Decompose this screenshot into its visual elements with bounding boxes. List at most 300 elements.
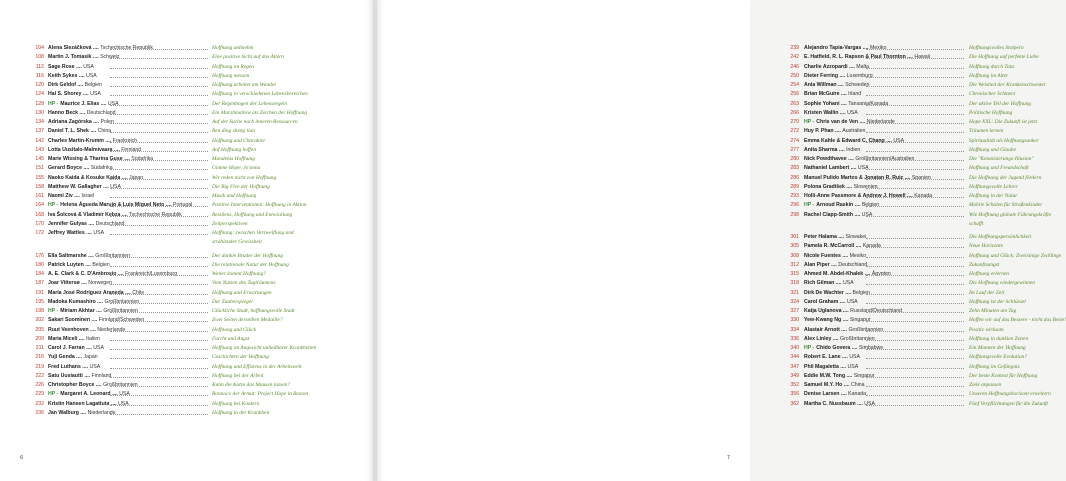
dot-leader [866,206,964,207]
contents-entry [377,372,1038,381]
entry-page-number: 246 [790,63,799,70]
entry-author: Marie Wissing & Tharina Guse [48,156,123,162]
entry-country: USA [849,354,860,361]
entry-author-block: Manuel Pulido Martos & Jonatan R. Ruiz .... Spanien [804,174,931,181]
entry-author-block: Jan Walburg .... Niederlande [48,409,116,416]
entry-title: Hoffnungsvolle Lehrer [969,183,1018,190]
dot-leader [110,49,208,50]
contents-entry [0,390,373,399]
entry-country: Großbritannien [95,252,130,259]
entry-country: Kanada [914,193,933,199]
contents-entry [0,201,373,210]
entry-author: Jennifer Gulyas [48,220,87,227]
contents-entry [0,307,373,316]
contents-entry [0,63,373,72]
entry-author: Martin J. Tomasik [48,54,92,61]
entry-page-number: 236 [35,409,44,416]
entry-author: Ahmed M. Abdel-Khalek [804,271,864,277]
entry-author: Satu Uusiautti [48,372,83,379]
entry-page-number: 219 [35,363,44,370]
entry-page-number: 349 [790,372,799,379]
entry-country: Finnland/Schweden [98,317,145,324]
entry-title: Die Big Five der Hoffnung [212,183,270,190]
entry-title: Die Hoffnung der Jugend fördern [969,174,1042,181]
entry-author: Naomi Ziv [48,193,73,199]
contents-entry [0,164,373,173]
dot-leader [866,114,964,115]
entry-author-block: Sakari Suominen .... Finnland/Schweden [48,317,145,324]
entry-title: Auf Hoffnung hoffen [212,146,257,153]
dot-leader [866,294,964,295]
entry-author: Carol J. Farran [48,345,85,351]
entry-author-block: Alex Linley .... Großbritannien [804,335,875,342]
entry-country: Belgien [92,261,110,268]
entry-author: Dirk Geldof [48,82,76,88]
entry-author-block: Gerard Boyce .... Südafrika [48,165,113,172]
entry-title: Zwei Seiten derselben Medaille? [212,317,283,324]
contents-entry [0,137,373,146]
entry-author: Alena Slezáčková [48,45,92,51]
entry-author-block: Rachel Clapp-Smith .... USA [804,211,873,218]
entry-title: Hoffnung im Gefängnis [969,363,1020,370]
entry-page-number: 120 [35,82,44,88]
entry-country: Kanada [848,391,867,398]
contents-entry [377,307,1017,316]
entry-title: Hoffnung in der Krankheit [212,409,270,416]
contents-entry-continuation [377,220,984,229]
contents-entry [377,400,1049,409]
entry-title: Träumen lernen [969,128,1004,135]
entry-country: Tschechische Republik [129,211,182,218]
entry-country: USA [857,165,869,172]
dot-leader [866,179,964,180]
entry-country: USA [86,72,97,79]
entry-page-number: 296 [790,202,799,209]
entry-title: Hoffnung anhnehm [212,45,254,51]
entry-country: Kanada [862,243,881,250]
entry-title: Die Hoffnungspersönlichkeit [969,234,1032,240]
entry-author-block: Alena Slezáčková .... Tschechische Republik [48,45,153,51]
hp-marker: HP - [804,345,815,351]
dot-leader [866,238,964,239]
dot-leader [866,216,964,217]
dot-leader [866,86,964,87]
entry-title: Hoffnung bei Kindern [212,400,260,407]
contents-entry [0,400,373,409]
entry-author-block: Rich Gilman .... USA [804,280,854,287]
contents-entry [0,44,373,53]
entry-title: Der beste Kontext für Hoffnung [969,372,1038,379]
entry-author: Lotta Uusitalo-Malmivaara [48,146,113,153]
dot-leader [110,160,208,161]
entry-country: USA [83,63,94,70]
entry-country: Belgien [852,289,870,296]
entry-country: Japan [129,174,144,181]
page-number-right: 7 [726,455,730,461]
contents-entry [0,72,373,81]
entry-author: Eddie M.W. Tong [804,372,846,379]
entry-author: Katja Uglanova [804,308,842,314]
entry-title: Zehn Minuten am Tag [969,308,1017,314]
dot-leader [110,257,208,258]
entry-author: Pamela R. McCarroll [804,243,855,250]
entry-country: Spanien [911,174,931,181]
entry-country: Norwegen [88,280,112,287]
dot-leader [110,284,208,285]
contents-entry [377,72,1009,81]
entry-author: Jeffrey Wattles [48,230,85,236]
contents-entry [0,344,373,353]
dot-leader [866,169,964,170]
entry-author: Alan Piper [804,261,830,268]
entry-page-number: 330 [790,317,799,324]
entry-country: Mexiko [849,252,866,259]
contents-entry [377,53,1039,62]
entry-author-block: Ruut Veenhoven .... Niederlande [48,326,126,333]
entry-author-block: Anita Sharma .... Indien [804,146,861,153]
entry-country: Südafrika [131,156,154,162]
entry-page-number: 104 [35,45,44,51]
dot-leader [110,86,208,87]
entry-author-block: Ella Saltmarshe .... Großbritannien [48,252,130,259]
entry-author-block: Brian McGuire .... Irland [804,91,862,98]
entry-author-block: Sage Rose .... USA [48,63,94,70]
entry-page-number: 347 [790,363,799,370]
entry-author: Carol Graham [804,298,839,305]
contents-entry [0,174,373,183]
entry-author: Daniel T. L. Shek [48,128,89,135]
entry-title: Geschichten der Hoffnung [212,354,269,361]
entry-title: Kann die Katze das Mausen lassen? [212,382,291,388]
entry-country: Südafrika [90,165,113,172]
entry-author: Jan Walburg [48,409,79,416]
entry-country: USA [847,363,859,370]
entry-author: Maria Miceli [48,335,78,342]
contents-entry [377,155,1034,164]
dot-leader [110,58,208,59]
entry-country: Frankreich [112,137,138,144]
entry-country: Japan [83,354,98,361]
entry-author-block: Robert E. Lane .... USA [804,354,860,361]
contents-entry [0,353,373,362]
dot-leader [866,49,964,50]
entry-author: A. E. Clark & C. D'Ambrosio [48,271,117,277]
entry-country: Niederlande [97,326,126,333]
entry-country: Mexiko [869,45,887,51]
entry-country: Portugal [173,202,193,209]
contents-entry [0,90,373,99]
entry-title: Politische Hoffnung [969,109,1013,116]
entry-author: Samuel M.Y. Ho [804,382,843,388]
entry-author-block: Polona Gradišek .... Slowenien [804,183,878,190]
entry-title: Positive Interventionen: Hoffnung in Aktion [212,202,307,209]
dot-leader [110,395,208,396]
entry-author: María José Rodríguez Araneda [48,289,124,296]
entry-country: Schweden [845,82,870,88]
entry-author: Arnoud Raskin [816,202,854,209]
entry-author: Nathaniel Lambert [804,165,850,172]
entry-author: Patrick Luyten [48,261,84,268]
contents-entry [377,298,1026,307]
entry-country: Australien [842,128,866,135]
entry-author-block: Jeffrey Wattles .... USA [48,230,105,236]
entry-page-number: 298 [790,211,799,218]
entry-country: Polen [100,119,114,125]
dot-leader [866,142,964,143]
entry-country: Niederlande [866,119,895,125]
entry-page-number: 108 [35,54,44,61]
entry-page-number: 327 [790,308,799,314]
entry-author-block: Charlie Azzopardi .... Malta [804,63,869,70]
entry-country: USA [118,400,129,407]
dot-leader [110,123,208,124]
contents-entry [0,53,373,62]
entry-country: USA [846,298,858,305]
entry-author: Ruut Veenhoven [48,326,89,333]
dot-leader [866,386,964,387]
entry-author-block: Naoko Kaida & Kosuke Kaida .... Japan [48,174,144,181]
entry-page-number: 191 [35,289,44,296]
entry-page-number: 263 [790,100,799,107]
dot-leader [866,349,964,350]
entry-page-number: 256 [790,91,799,98]
entry-author: Matthew W. Gallagher [48,183,102,190]
entry-country: Luxemburg [846,72,873,79]
contents-entry [377,335,1029,344]
dot-leader [866,303,964,304]
entry-author: Polona Gradišek [804,183,845,190]
entry-author: Yuji Genda [48,354,75,361]
entry-author: Nicole Fuentes [804,252,841,259]
entry-author: Christopher Boyce [48,382,95,388]
entry-author: Brian McGuire [804,91,840,98]
entry-country: Malta [856,63,869,70]
dot-leader [110,303,208,304]
entry-page-number: 312 [790,261,799,268]
entry-page-number: 334 [790,326,799,333]
contents-entry [0,146,373,155]
contents-entry [377,270,1009,279]
entry-page-number: 340 [790,345,799,351]
contents-entry [0,316,373,325]
contents-entry [377,279,1035,288]
entry-title: Hoffnung und Charakter [212,137,266,144]
entry-author-block: Satu Uusiautti .... Finnland [48,372,112,379]
entry-author: Nick Powdthavee [804,156,847,162]
entry-page-number: 254 [790,82,799,88]
dot-leader [866,123,964,124]
dot-leader [110,132,208,133]
entry-title: Der Regenbogen der Lebensregeln [212,100,288,107]
entry-page-number: 286 [790,174,799,181]
entry-author-block: Denise Larsen .... Kanada [804,391,867,398]
entry-author-block: HP - Chido Govera .... Simbabwe [804,345,884,351]
entry-author: Ania Willman [804,82,837,88]
entry-page-number: 161 [35,193,44,199]
entry-title: Die "Ketanisierungs-Illusion" [969,156,1034,162]
contents-entry [377,109,1013,118]
entry-author-block: Ahmed M. Abdel-Khalek .... Ägypten [804,271,891,277]
entry-author-block: HP - Maurice J. Elias .... USA [48,100,119,107]
entry-page-number: 272 [790,128,799,135]
entry-page-number: 229 [35,391,44,398]
entry-title: Hoffnung und Effizienz in der Arbeitswelt [212,363,302,370]
entry-page-number: 242 [790,54,799,61]
entry-country: China [851,382,865,388]
entry-title: Ronnoco der Armut: Project Hope in Boston [212,391,309,398]
entry-title: Hoffnung in dunklen Zeiten [969,335,1029,342]
entry-author-block: Holli-Anne Passmore & Andrew J. Howell .... Kanada [804,193,933,199]
entry-author-block: Maria Miceli .... Italien [48,335,100,342]
contents-entry [0,211,373,220]
dot-leader [110,77,208,78]
entry-title: Hoffnung in der Natur [969,193,1018,199]
dot-leader [866,284,964,285]
entry-title: Chronischer Schmerz [969,91,1016,98]
entry-author-block: Emma Kahle & Edward C. Chang .... USA [804,137,905,144]
entry-country: Irland [848,91,862,98]
entry-country: Großbritannien [104,298,140,305]
entry-author-block: Nicole Fuentes .... Mexiko [804,252,866,259]
entry-author: Fred Luthans [48,363,81,370]
entry-country: Russland/Deutschland [850,308,903,314]
dot-leader [110,266,208,267]
entry-title: Wir reden nicht von Hoffnung [212,174,277,181]
entry-title: Neue Horizonte [969,243,1003,250]
dot-leader [866,368,964,369]
entry-title: Ziele anpassen [969,382,1002,388]
entry-page-number: 176 [35,252,44,259]
entry-author-block: Phil Magaletta .... USA [804,363,859,370]
entry-author-block: Fred Luthans .... USA [48,363,101,370]
entry-author-block: Nathaniel Lambert .... USA [804,165,869,172]
entry-title: Hope XXL: Die Zukunft ist jetzt [969,119,1038,125]
entry-page-number: 283 [790,165,799,172]
contents-entry [377,344,1026,353]
contents-entry [377,192,1018,201]
contents-entry [377,252,1062,261]
entry-page-number: 180 [35,261,44,268]
dot-leader [110,377,208,378]
entry-author-block: Kristin Hansen Lagattuta .... USA [48,400,129,407]
dot-leader [866,266,964,267]
contents-entry [377,363,1020,372]
contents-entry-continuation [0,238,373,247]
entry-country: Großbritannien [103,382,138,388]
entry-page-number: 289 [790,183,799,190]
entry-author: Emma Kahle & Edward C. Chang [804,137,885,144]
entry-country: USA [864,400,875,407]
contents-entry [377,326,1004,335]
entry-title: Hoffen wir auf das Bessere - nicht das Beste! [969,317,1066,324]
entry-title: Der aktive Teil der Hoffnung [969,100,1032,107]
contents-entry [0,100,373,109]
contents-entry [377,44,1024,53]
hp-marker: HP - [804,119,815,125]
entry-title: Zukunftsangst [969,261,1000,268]
contents-entry [0,192,373,201]
entry-author: Naoko Kaida & Kosuke Kaida [48,174,121,181]
entry-author: Madoka Kumashiro [48,298,96,305]
entry-author: Iva Šolcová & Vladimír Kebza [48,211,121,218]
entry-title: Der Zauberspiegel [212,298,253,305]
entry-country: Israel [81,193,95,199]
contents-entry [377,381,1002,390]
entry-title: Hoffnung: zwischen Verzweiflung und [212,230,294,236]
dot-leader [866,188,964,189]
dot-leader [866,105,964,106]
entry-author-block: A. E. Clark & C. D'Ambrosio .... Frankreich/Luxemburg [48,271,177,277]
contents-entry [0,109,373,118]
contents-entry [0,118,373,127]
dot-leader [110,294,208,295]
entry-author-block: Pamela R. McCarroll .... Kanada [804,243,881,250]
entry-country: Schweiz [100,54,120,61]
entry-author: Kristin Hansen Lagattuta [48,400,110,407]
contents-entry [377,164,1029,173]
entry-country: USA [89,363,101,370]
entry-country: Chile [132,289,145,296]
entry-author-block: Carol Graham .... USA [804,298,858,305]
entry-title: Hoffnung und Freundschaft [969,165,1029,172]
dot-leader [866,405,964,406]
entry-country: USA [93,345,104,351]
entry-title: Hoffnung im Angesicht unheilbarer Krankheiten [212,345,317,351]
entry-country: Finnland [91,372,112,379]
entry-title: Unseren Hoffnungshorizont erweitern [969,391,1051,398]
entry-author-block: Matthew W. Gallagher .... USA [48,183,121,190]
entry-page-number: 270 [790,119,799,125]
dot-leader [110,414,208,415]
contents-list-left [0,44,373,418]
entry-author: Dirk De Wachter [804,289,844,296]
entry-author-block: HP - Helena Águeda Marujo & Luis Miguel Neto .... Portugal [48,202,193,209]
entry-page-number: 216 [35,354,44,361]
contents-entry [377,261,1000,270]
entry-title: Glückliche Stadt, hoffnungsvolle Stadt [212,308,295,314]
entry-author: Chido Govera [816,345,851,351]
entry-author-block: Katja Uglanova .... Russland/Deutschland [804,308,903,314]
contents-entry [377,233,1032,242]
entry-page-number: 315 [790,271,799,277]
entry-author-block: Samuel M.Y. Ho .... China [804,382,865,388]
entry-author-block: E. Hatfield, R. L. Rapson & Paul Thornton .... Hawaii [804,54,930,61]
dot-leader [110,206,208,207]
entry-page-number: 209 [35,335,44,342]
entry-page-number: 318 [790,280,799,287]
entry-title: Gimme Hope, Jo'anna [212,165,261,172]
contents-entry [0,261,373,270]
entry-page-number: 280 [790,156,799,162]
entry-author: Sophie Yohani [804,100,840,107]
dot-leader [110,105,208,106]
contents-entry [377,211,1052,220]
entry-page-number: 128 [35,100,44,107]
entry-page-number: 168 [35,211,44,218]
contents-entry [377,316,1066,325]
dot-leader [866,312,964,313]
entry-page-number: 222 [35,372,44,379]
dot-leader [110,142,208,143]
entry-author-block: Yuji Genda .... Japan [48,354,98,361]
entry-page-number: 305 [790,243,799,250]
entry-country: Simbabwe [858,345,884,351]
entry-page-number: 195 [35,298,44,305]
entry-author-block: Eddie M.W. Tong .... Singapur [804,372,875,379]
dot-leader [110,368,208,369]
entry-title: Hoffnung im Alter [969,72,1009,79]
entry-author: Alejandro Tapia-Vargas [804,45,862,51]
